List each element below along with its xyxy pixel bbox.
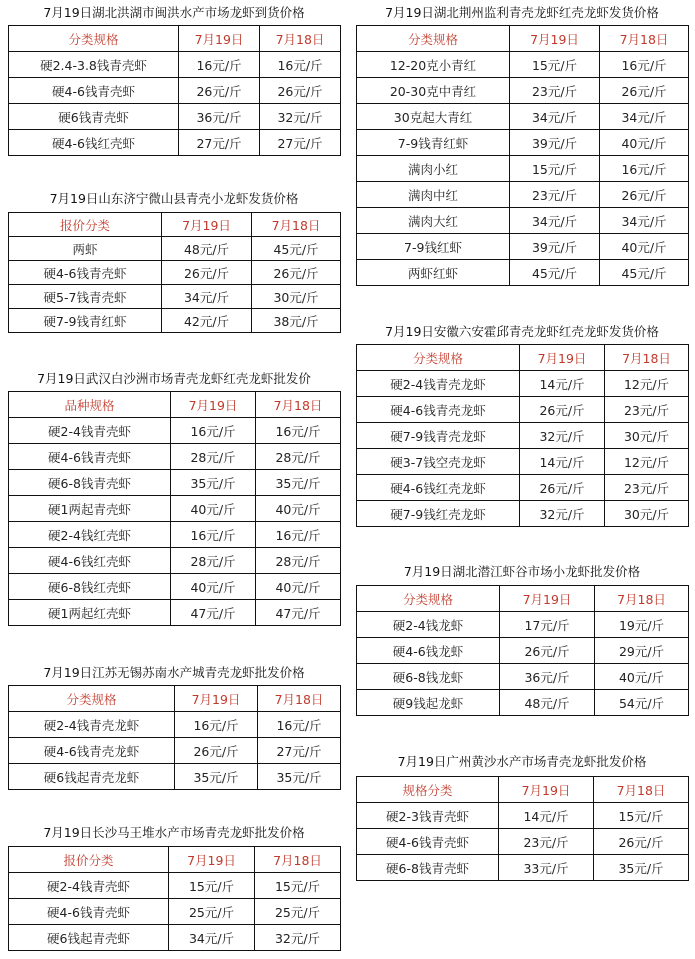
price-cell: 23元/斤 (605, 397, 689, 423)
spec-cell: 两虾红虾 (357, 260, 510, 286)
spec-cell: 硬1两起青壳虾 (9, 496, 171, 522)
price-cell: 34元/斤 (162, 285, 252, 309)
price-cell: 26元/斤 (175, 738, 258, 764)
price-cell: 15元/斤 (594, 803, 689, 829)
price-cell: 26元/斤 (520, 397, 605, 423)
price-cell: 36元/斤 (179, 104, 260, 130)
table-title: 7月19日湖北荆州监利青壳龙虾红壳龙虾发货价格 (385, 5, 659, 20)
price-table (356, 25, 689, 286)
spec-cell: 硬2-4钱青壳龙虾 (9, 712, 175, 738)
price-cell: 26元/斤 (179, 78, 260, 104)
spec-cell: 硬2-4钱青壳虾 (9, 873, 169, 899)
table-title: 7月19日安徽六安霍邱青壳龙虾红壳龙虾发货价格 (385, 324, 659, 339)
price-table (356, 585, 689, 716)
price-cell: 16元/斤 (179, 52, 260, 78)
price-cell: 35元/斤 (258, 764, 341, 790)
spec-cell: 硬9钱起龙虾 (357, 690, 500, 716)
table-row (9, 130, 341, 156)
spec-cell: 满肉中红 (357, 182, 510, 208)
price-cell: 16元/斤 (260, 52, 341, 78)
price-cell: 28元/斤 (256, 444, 341, 470)
price-cell: 35元/斤 (594, 855, 689, 881)
table-row (9, 285, 341, 309)
table-title: 7月19日武汉白沙洲市场青壳龙虾红壳龙虾批发价 (37, 371, 311, 386)
price-cell: 39元/斤 (510, 130, 600, 156)
table-title: 7月19日长沙马王堆水产市场青壳龙虾批发价格 (43, 825, 305, 840)
column-header: 报价分类 (9, 847, 169, 873)
price-cell: 26元/斤 (252, 261, 341, 285)
price-cell: 12元/斤 (605, 371, 689, 397)
price-cell: 34元/斤 (510, 208, 600, 234)
price-cell: 48元/斤 (162, 237, 252, 261)
column-header: 分类规格 (357, 345, 520, 371)
table-row (9, 522, 341, 548)
price-cell: 47元/斤 (256, 600, 341, 626)
price-cell: 15元/斤 (169, 873, 255, 899)
price-table (8, 846, 341, 951)
price-cell: 48元/斤 (500, 690, 595, 716)
table-row (9, 237, 341, 261)
spec-cell: 7-9钱青红虾 (357, 130, 510, 156)
spec-cell: 硬3-7钱空壳龙虾 (357, 449, 520, 475)
table-header-row (9, 392, 341, 418)
spec-cell: 硬4-6钱青壳龙虾 (357, 397, 520, 423)
spec-cell: 7-9钱红虾 (357, 234, 510, 260)
price-table (356, 776, 689, 881)
column-header: 分类规格 (9, 686, 175, 712)
price-cell: 32元/斤 (520, 423, 605, 449)
table-row (357, 475, 689, 501)
table-row (9, 496, 341, 522)
table-row (9, 309, 341, 333)
price-cell: 54元/斤 (595, 690, 689, 716)
spec-cell: 硬5-7钱青壳虾 (9, 285, 162, 309)
table-row (357, 638, 689, 664)
price-table (8, 391, 341, 626)
spec-cell: 20-30克中青红 (357, 78, 510, 104)
price-cell: 16元/斤 (256, 418, 341, 444)
price-cell: 40元/斤 (256, 496, 341, 522)
table-row (357, 803, 689, 829)
column-header: 7月19日 (171, 392, 256, 418)
column-header: 7月19日 (179, 26, 260, 52)
price-cell: 16元/斤 (258, 712, 341, 738)
price-cell: 35元/斤 (256, 470, 341, 496)
spec-cell: 硬6钱起青壳龙虾 (9, 764, 175, 790)
price-cell: 32元/斤 (520, 501, 605, 527)
spec-cell: 硬4-6钱青壳虾 (9, 444, 171, 470)
price-cell: 15元/斤 (255, 873, 341, 899)
table-header-row (9, 213, 341, 237)
price-cell: 16元/斤 (171, 418, 256, 444)
spec-cell: 硬2-3钱青壳虾 (357, 803, 499, 829)
table-row (357, 130, 689, 156)
column-header: 分类规格 (9, 26, 179, 52)
price-cell: 26元/斤 (594, 829, 689, 855)
column-header: 7月18日 (600, 26, 689, 52)
price-cell: 40元/斤 (171, 496, 256, 522)
table-row (9, 444, 341, 470)
price-table (8, 685, 341, 790)
spec-cell: 硬2-4钱青壳虾 (9, 418, 171, 444)
table-row (9, 548, 341, 574)
spec-cell: 硬6钱起青壳虾 (9, 925, 169, 951)
table-header-row (357, 345, 689, 371)
column-header: 7月19日 (500, 586, 595, 612)
spec-cell: 硬4-6钱青壳虾 (9, 261, 162, 285)
spec-cell: 30克起大青红 (357, 104, 510, 130)
spec-cell: 硬7-9钱红壳龙虾 (357, 501, 520, 527)
table-row (357, 423, 689, 449)
spec-cell: 硬6-8钱青壳虾 (9, 470, 171, 496)
table-header-row (357, 586, 689, 612)
table-row (9, 261, 341, 285)
table-row (9, 925, 341, 951)
price-cell: 23元/斤 (510, 78, 600, 104)
price-cell: 14元/斤 (520, 449, 605, 475)
price-cell: 34元/斤 (600, 104, 689, 130)
price-cell: 30元/斤 (252, 285, 341, 309)
price-cell: 16元/斤 (256, 522, 341, 548)
price-table (8, 212, 341, 333)
spec-cell: 硬6-8钱青壳虾 (357, 855, 499, 881)
price-cell: 26元/斤 (500, 638, 595, 664)
column-header: 分类规格 (357, 586, 500, 612)
price-cell: 16元/斤 (175, 712, 258, 738)
price-cell: 30元/斤 (605, 501, 689, 527)
table-row (357, 260, 689, 286)
price-cell: 30元/斤 (605, 423, 689, 449)
table-title: 7月19日湖北潜江虾谷市场小龙虾批发价格 (403, 564, 641, 579)
table-row (357, 104, 689, 130)
table-title: 7月19日广州黄沙水产市场青壳龙虾批发价格 (397, 754, 647, 769)
spec-cell: 硬4-6钱青壳虾 (9, 78, 179, 104)
price-table (8, 25, 341, 156)
table-row (357, 829, 689, 855)
table-title: 7月19日江苏无锡苏南水产城青壳龙虾批发价格 (43, 665, 305, 680)
price-cell: 26元/斤 (520, 475, 605, 501)
spec-cell: 硬4-6钱红壳虾 (9, 548, 171, 574)
column-header: 7月18日 (252, 213, 341, 237)
price-cell: 33元/斤 (499, 855, 594, 881)
price-cell: 14元/斤 (520, 371, 605, 397)
spec-cell: 硬2-4钱龙虾 (357, 612, 500, 638)
table-header-row (357, 26, 689, 52)
table-row (9, 78, 341, 104)
table-row (357, 690, 689, 716)
price-cell: 40元/斤 (600, 234, 689, 260)
price-cell: 28元/斤 (171, 548, 256, 574)
table-row (357, 208, 689, 234)
price-cell: 26元/斤 (600, 78, 689, 104)
table-row (9, 470, 341, 496)
table-row (357, 234, 689, 260)
column-header: 7月19日 (520, 345, 605, 371)
table-row (357, 449, 689, 475)
price-cell: 28元/斤 (171, 444, 256, 470)
price-cell: 25元/斤 (255, 899, 341, 925)
price-cell: 32元/斤 (260, 104, 341, 130)
column-header: 报价分类 (9, 213, 162, 237)
price-cell: 15元/斤 (510, 156, 600, 182)
table-row (9, 873, 341, 899)
spec-cell: 硬6-8钱红壳虾 (9, 574, 171, 600)
table-row (9, 738, 341, 764)
spec-cell: 硬2.4-3.8钱青壳虾 (9, 52, 179, 78)
table-header-row (357, 777, 689, 803)
price-cell: 34元/斤 (600, 208, 689, 234)
table-title: 7月19日山东济宁微山县青壳小龙虾发货价格 (49, 191, 299, 206)
price-cell: 19元/斤 (595, 612, 689, 638)
spec-cell: 硬2-4钱红壳虾 (9, 522, 171, 548)
price-cell: 27元/斤 (260, 130, 341, 156)
table-header-row (9, 686, 341, 712)
price-cell: 40元/斤 (595, 664, 689, 690)
price-cell: 23元/斤 (499, 829, 594, 855)
price-cell: 39元/斤 (510, 234, 600, 260)
price-cell: 29元/斤 (595, 638, 689, 664)
price-cell: 25元/斤 (169, 899, 255, 925)
price-cell: 45元/斤 (510, 260, 600, 286)
price-cell: 26元/斤 (162, 261, 252, 285)
column-header: 7月19日 (175, 686, 258, 712)
column-header: 品种规格 (9, 392, 171, 418)
table-row (9, 574, 341, 600)
table-row (357, 855, 689, 881)
spec-cell: 满肉小红 (357, 156, 510, 182)
price-cell: 26元/斤 (600, 182, 689, 208)
table-row (357, 371, 689, 397)
spec-cell: 12-20克小青红 (357, 52, 510, 78)
table-title: 7月19日湖北洪湖市闽洪水产市场龙虾到货价格 (43, 5, 305, 20)
column-header: 7月18日 (258, 686, 341, 712)
table-header-row (9, 26, 341, 52)
column-header: 7月18日 (260, 26, 341, 52)
price-cell: 15元/斤 (510, 52, 600, 78)
price-cell: 32元/斤 (255, 925, 341, 951)
price-cell: 26元/斤 (260, 78, 341, 104)
table-row (9, 104, 341, 130)
column-header: 7月19日 (169, 847, 255, 873)
spec-cell: 硬7-9钱青红虾 (9, 309, 162, 333)
spec-cell: 硬4-6钱龙虾 (357, 638, 500, 664)
spec-cell: 硬1两起红壳虾 (9, 600, 171, 626)
price-cell: 23元/斤 (605, 475, 689, 501)
spec-cell: 硬4-6钱青壳虾 (357, 829, 499, 855)
table-row (9, 52, 341, 78)
price-cell: 35元/斤 (171, 470, 256, 496)
column-header: 7月18日 (605, 345, 689, 371)
table-row (357, 52, 689, 78)
table-row (9, 764, 341, 790)
price-cell: 40元/斤 (171, 574, 256, 600)
table-row (357, 397, 689, 423)
price-cell: 17元/斤 (500, 612, 595, 638)
price-cell: 40元/斤 (600, 130, 689, 156)
price-cell: 40元/斤 (256, 574, 341, 600)
column-header: 分类规格 (357, 26, 510, 52)
spec-cell: 硬4-6钱红壳龙虾 (357, 475, 520, 501)
price-cell: 38元/斤 (252, 309, 341, 333)
price-cell: 27元/斤 (258, 738, 341, 764)
price-cell: 45元/斤 (252, 237, 341, 261)
spec-cell: 硬4-6钱青壳虾 (9, 899, 169, 925)
price-cell: 42元/斤 (162, 309, 252, 333)
price-cell: 34元/斤 (169, 925, 255, 951)
spec-cell: 硬2-4钱青壳龙虾 (357, 371, 520, 397)
table-row (357, 182, 689, 208)
table-row (357, 156, 689, 182)
price-cell: 23元/斤 (510, 182, 600, 208)
column-header: 7月19日 (162, 213, 252, 237)
spec-cell: 硬7-9钱青壳龙虾 (357, 423, 520, 449)
column-header: 7月18日 (256, 392, 341, 418)
spec-cell: 硬6钱青壳虾 (9, 104, 179, 130)
column-header: 7月18日 (594, 777, 689, 803)
table-row (357, 612, 689, 638)
price-cell: 34元/斤 (510, 104, 600, 130)
price-table (356, 344, 689, 527)
table-header-row (9, 847, 341, 873)
price-cell: 16元/斤 (600, 156, 689, 182)
spec-cell: 硬4-6钱青壳龙虾 (9, 738, 175, 764)
price-cell: 35元/斤 (175, 764, 258, 790)
price-cell: 16元/斤 (171, 522, 256, 548)
column-header: 7月18日 (595, 586, 689, 612)
column-header: 规格分类 (357, 777, 499, 803)
table-row (357, 501, 689, 527)
price-cell: 27元/斤 (179, 130, 260, 156)
table-row (9, 712, 341, 738)
table-row (357, 664, 689, 690)
spec-cell: 硬4-6钱红壳虾 (9, 130, 179, 156)
price-cell: 28元/斤 (256, 548, 341, 574)
price-cell: 36元/斤 (500, 664, 595, 690)
price-cell: 47元/斤 (171, 600, 256, 626)
price-cell: 45元/斤 (600, 260, 689, 286)
table-row (357, 78, 689, 104)
table-row (9, 600, 341, 626)
price-cell: 12元/斤 (605, 449, 689, 475)
table-row (9, 418, 341, 444)
price-cell: 16元/斤 (600, 52, 689, 78)
column-header: 7月19日 (499, 777, 594, 803)
column-header: 7月19日 (510, 26, 600, 52)
table-row (9, 899, 341, 925)
column-header: 7月18日 (255, 847, 341, 873)
price-cell: 14元/斤 (499, 803, 594, 829)
spec-cell: 硬6-8钱龙虾 (357, 664, 500, 690)
spec-cell: 两虾 (9, 237, 162, 261)
spec-cell: 满肉大红 (357, 208, 510, 234)
